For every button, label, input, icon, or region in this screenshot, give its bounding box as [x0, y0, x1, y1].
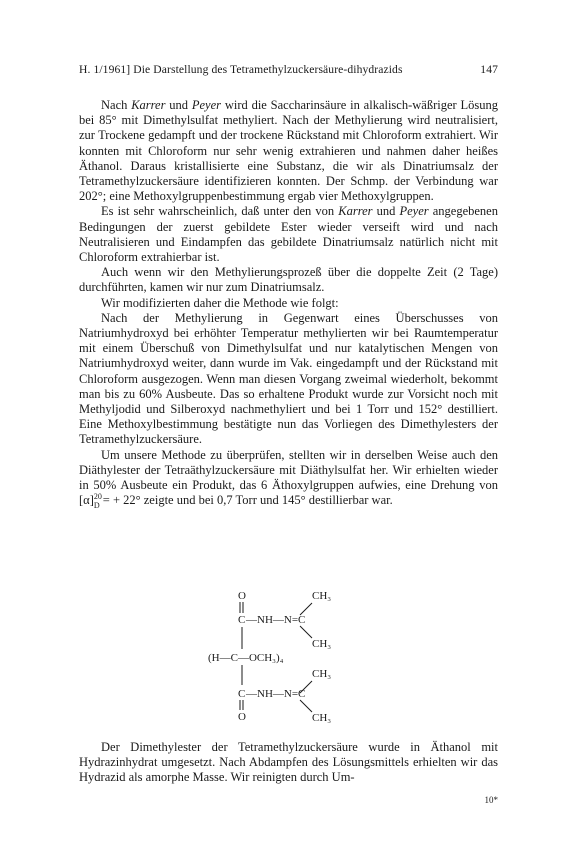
paragraph: [79, 265, 498, 295]
paragraph: [79, 311, 498, 448]
text-run: Auch wenn wir den Methylierungsprozeß über die doppelte Zeit (2 Tage) durchführten, kamen wir nur zum Dinatriumsalz.: [79, 265, 498, 295]
paragraph: Der Dimethylester der Tetramethylzuckersäure wurde in Äthanol mit Hydrazinhydrat umgesetzt. Nach Abdampfen des Lösungsmittels erhielten wir das Hydrazid als amorphe Masse. Wir reinigten durch Um-: [79, 740, 498, 785]
formula-methyl-1: CH₃: [312, 590, 332, 602]
text-run: Es ist sehr wahrscheinlich, daß unter den von: [101, 204, 339, 219]
text-run: 20: [93, 492, 102, 502]
author-name: Karrer: [131, 98, 166, 112]
text-run: Nach der Methylierung in Gegenwart eines Überschusses von Natriumhydroxyd bei erhöhter Temperatur methylierten wir bei Raumtemperatur mit einem Überschuß von Dimethylsulfat und nur katalytischen Mengen von Natriumhydroxyd weiter, dann wurde im Vak. eingedampft und der Rückstand mit Chloroform ausgezogen. Wenn man diesen Vorgang zweimal wiederholt, bekommt man bis zu 60% Ausbeute. Das so erhaltene Produkt wurde zur Vorsicht noch mit Methyljodid und Silberoxyd nachmethyliert und bei 1 Torr und 152° destilliert. Eine Methoxylbestimmung bestätigte nun das Vorliegen des Dimethylesters der Tetramethylzuckersäure.: [79, 310, 498, 447]
author-name: Peyer: [399, 204, 429, 219]
closing-paragraph: [79, 740, 498, 786]
formula-methyl-2: CH₃: [312, 638, 332, 650]
text-run: D: [93, 500, 100, 510]
paragraph: [79, 98, 498, 204]
formula-bond-methyl-4: [300, 700, 312, 712]
text-run: = + 22° zeigte und bei 0,7 Torr und 145° destillierbar war.: [99, 493, 393, 508]
paragraph: [79, 448, 498, 509]
author-name: Karrer: [338, 204, 373, 219]
text-run: Nach: [101, 98, 132, 112]
formula-oxygen-top: O: [238, 590, 246, 602]
paragraph: [79, 296, 498, 311]
author-name: Peyer: [191, 98, 222, 112]
text-run: wird die Saccharinsäure in alkalisch-wäßriger Lösung bei 85° mit Dimethylsulfat methyliert. Nach der Methylierung wird neutralisiert, zur Trockene gedampft und der trockene Rückstand mit Chloroform extrahiert. Wir konnten mit Chloroform nur sehr wenig extrahieren und nahmen daher heißes Äthanol. Daraus kristallisierte eine Substanz, die wir als Dinatriumsalz der Tetramethylzuckersäure identifizieren konnten. Der Schmp. der Verbindung war 202°; eine Methoxylgruppenbestimmung ergab vier Methoxylgruppen.: [79, 98, 499, 204]
formula-bond-methyl-2: [300, 626, 312, 638]
formula-chain-unit: (H—C—OCH₃)₄: [208, 652, 284, 664]
formula-carbon-top: C: [238, 614, 246, 626]
paragraph: [79, 204, 498, 265]
formula-hydrazone-bottom: —NH—N=C: [246, 688, 306, 700]
text-run: und: [165, 98, 192, 112]
header-title: H. 1/1961] Die Darstellung des Tetramethylzuckersäure-dihydrazids: [79, 63, 403, 76]
formula-oxygen-bottom: O: [238, 711, 246, 723]
text-run: Um unsere Methode zu überprüfen, stellten wir in derselben Weise auch den Diäthylester der Tetraäthylzuckersäure mit Diäthylsulfat her. Wir erhielten wieder in 50% Ausbeute ein Produkt, das 6 Äthoxylgruppen aufwies, eine Drehung von [α]: [79, 447, 498, 508]
formula-methyl-4: CH₃: [312, 712, 332, 724]
formula-carbon-bottom: C: [238, 688, 246, 700]
formula-hydrazone-top: —NH—N=C: [246, 614, 306, 626]
structural-formula: [200, 587, 400, 722]
body-text: [79, 98, 498, 508]
formula-methyl-3: CH₃: [312, 668, 332, 680]
text-run: Wir modifizierten daher die Methode wie folgt:: [101, 295, 339, 310]
signature-mark: 10*: [484, 795, 498, 805]
text-run: angegebenen Bedingungen der zuerst gebildete Ester wieder verseift wird und nach Neutralisieren und Eindampfen das gebildete Dinatriumsalz natürlich nicht mit Chloroform extrahierbar ist.: [79, 204, 498, 265]
page-number: 147: [480, 63, 498, 76]
text-run: und: [372, 204, 400, 219]
formula-svg: [200, 587, 400, 722]
